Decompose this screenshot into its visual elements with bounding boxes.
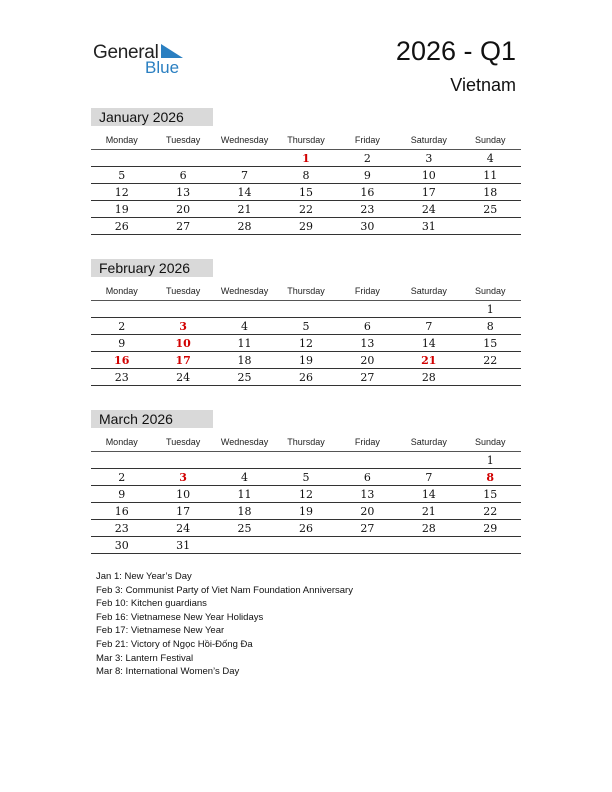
day-cell: 27 [360,371,375,384]
day-cell: 25 [237,371,252,384]
day-cell: 7 [425,320,433,333]
day-cell: 25 [237,522,252,535]
day-cell: 4 [241,320,249,333]
day-cell: 20 [176,203,191,216]
day-cell: 19 [114,203,129,216]
day-cell: 12 [298,488,313,501]
day-cell: 24 [421,203,436,216]
day-cell [91,150,152,166]
day-cell [460,369,521,385]
day-cell: 15 [483,337,498,350]
day-cell: 21 [421,505,436,518]
week-row [91,452,521,469]
day-cell: 2 [118,471,126,484]
day-cell: 18 [237,505,252,518]
day-cell [460,218,521,234]
day-cell: 4 [241,471,249,484]
day-cell [91,301,152,317]
day-cell: 8 [302,169,310,182]
day-cell: 29 [298,220,313,233]
day-cell: 27 [360,522,375,535]
day-cell [337,301,398,317]
day-cell: 18 [237,354,252,367]
day-cell [337,452,398,468]
day-cell: 11 [237,488,252,501]
weekday-header: Friday [354,286,380,296]
day-cell [91,452,152,468]
weekday-header: Tuesday [166,135,201,145]
week-row [91,150,521,167]
day-cell: 29 [483,522,498,535]
day-cell: 15 [483,488,498,501]
week-row [91,184,521,201]
day-cell: 12 [298,337,313,350]
weekday-header: Saturday [410,437,447,447]
weekday-header-row [91,131,521,150]
week-row [91,167,521,184]
day-cell: 10 [176,488,191,501]
weekday-header: Tuesday [166,437,201,447]
week-row [91,469,521,486]
day-cell: 18 [483,186,498,199]
holiday-entry: Feb 3: Communist Party of Viet Nam Foundation Anniversary [96,584,353,596]
day-cell: 17 [176,505,191,518]
day-cell: 7 [241,169,249,182]
weekday-header: Monday [105,437,138,447]
weekday-header: Friday [354,135,380,145]
day-cell: 4 [486,152,494,165]
month-calendar-february [91,259,521,386]
week-row [91,218,521,235]
weekday-header: Sunday [474,437,506,447]
day-cell: 14 [237,186,252,199]
day-cell: 6 [179,169,187,182]
weekday-header: Thursday [287,437,325,447]
day-cell: 13 [360,337,375,350]
day-cell: 24 [176,522,191,535]
holiday-entry: Feb 10: Kitchen guardians [96,598,207,610]
day-cell: 30 [114,539,129,552]
day-cell: 10 [421,169,436,182]
week-row [91,201,521,218]
day-cell [337,537,398,553]
weekday-header: Monday [105,135,138,145]
day-cell: 26 [298,522,313,535]
day-cell: 31 [176,539,191,552]
week-row [91,352,521,369]
page-title: 2026 - Q1 [395,36,516,66]
holiday-entry: Jan 1: New Year’s Day [96,571,192,582]
day-cell: 1 [302,152,310,165]
logo-text-general: General [93,42,159,63]
weekday-header: Tuesday [166,286,201,296]
day-cell: 19 [298,354,313,367]
week-row [91,369,521,386]
day-cell: 7 [425,471,433,484]
day-cell: 20 [360,505,375,518]
weekday-header: Thursday [287,135,325,145]
day-cell: 11 [483,169,498,182]
day-cell: 13 [360,488,375,501]
weekday-header: Friday [354,437,380,447]
day-cell [398,301,459,317]
day-cell: 9 [118,488,126,501]
day-cell: 3 [425,152,433,165]
day-cell: 16 [114,354,130,367]
month-calendar-january [91,108,521,235]
weekday-header: Monday [105,286,138,296]
day-cell: 1 [486,303,494,316]
day-cell: 9 [363,169,371,182]
day-cell: 14 [421,337,436,350]
weekday-header: Sunday [474,135,506,145]
week-row [91,503,521,520]
country-name: Vietnam [450,75,516,95]
day-cell: 8 [486,471,495,484]
day-cell: 28 [237,220,252,233]
day-cell [460,537,521,553]
month-label: February 2026 [91,259,213,277]
week-row [91,301,521,318]
day-cell: 5 [118,169,126,182]
month-label: March 2026 [91,410,213,428]
day-cell: 16 [114,505,129,518]
day-cell: 25 [483,203,498,216]
day-cell: 23 [360,203,375,216]
holiday-entry: Mar 3: Lantern Festival [96,652,194,664]
day-cell: 22 [483,505,498,518]
month-label: January 2026 [91,108,213,126]
day-cell: 6 [363,471,371,484]
day-cell [214,452,275,468]
day-cell: 9 [118,337,126,350]
weekday-header: Saturday [410,286,447,296]
holiday-entry: Feb 17: Vietnamese New Year [96,625,225,637]
day-cell [152,150,213,166]
day-cell: 26 [298,371,313,384]
logo [93,42,193,78]
day-cell: 17 [175,354,191,367]
weekday-header-row [91,282,521,301]
day-cell: 19 [298,505,313,518]
day-cell: 17 [421,186,436,199]
week-row [91,486,521,503]
day-cell: 1 [486,454,494,467]
day-cell [275,301,336,317]
week-row [91,318,521,335]
logo-text-blue: Blue [145,58,180,77]
day-cell: 21 [421,354,437,367]
holiday-entry: Feb 21: Victory of Ngọc Hồi-Đống Đa [96,638,253,650]
day-cell: 11 [237,337,252,350]
day-cell [275,452,336,468]
day-cell: 28 [421,522,436,535]
holiday-entry: Feb 16: Vietnamese New Year Holidays [96,611,264,623]
day-cell: 30 [360,220,375,233]
weekday-header: Wednesday [220,437,269,447]
day-cell: 12 [114,186,129,199]
day-cell [398,537,459,553]
day-cell: 26 [114,220,129,233]
day-cell [152,301,213,317]
day-cell: 20 [360,354,375,367]
weekday-header: Wednesday [220,135,269,145]
day-cell: 21 [237,203,252,216]
weekday-header: Wednesday [220,286,269,296]
weekday-header: Sunday [474,286,506,296]
day-cell: 6 [363,320,371,333]
day-cell [275,537,336,553]
holiday-list [96,570,353,679]
day-cell: 14 [421,488,436,501]
day-cell [214,537,275,553]
day-cell: 16 [360,186,375,199]
day-cell: 15 [298,186,313,199]
week-row [91,520,521,537]
weekday-header: Thursday [287,286,325,296]
day-cell [152,452,213,468]
day-cell: 8 [486,320,494,333]
week-row [91,335,521,352]
day-cell: 31 [421,220,436,233]
day-cell: 22 [298,203,313,216]
day-cell: 28 [421,371,436,384]
weekday-header-row [91,433,521,452]
month-calendar-march [91,410,521,554]
day-cell: 23 [114,522,129,535]
day-cell: 3 [179,471,187,484]
holiday-entry: Mar 8: International Women’s Day [96,666,240,678]
day-cell: 5 [302,320,310,333]
day-cell: 23 [114,371,129,384]
weekday-header: Saturday [410,135,447,145]
day-cell: 22 [483,354,498,367]
day-cell [214,301,275,317]
day-cell: 3 [179,320,187,333]
day-cell: 5 [302,471,310,484]
day-cell: 10 [175,337,191,350]
day-cell [398,452,459,468]
day-cell [214,150,275,166]
week-row [91,537,521,554]
day-cell: 2 [118,320,126,333]
day-cell: 13 [176,186,191,199]
day-cell: 27 [176,220,191,233]
day-cell: 2 [363,152,371,165]
day-cell: 24 [176,371,191,384]
